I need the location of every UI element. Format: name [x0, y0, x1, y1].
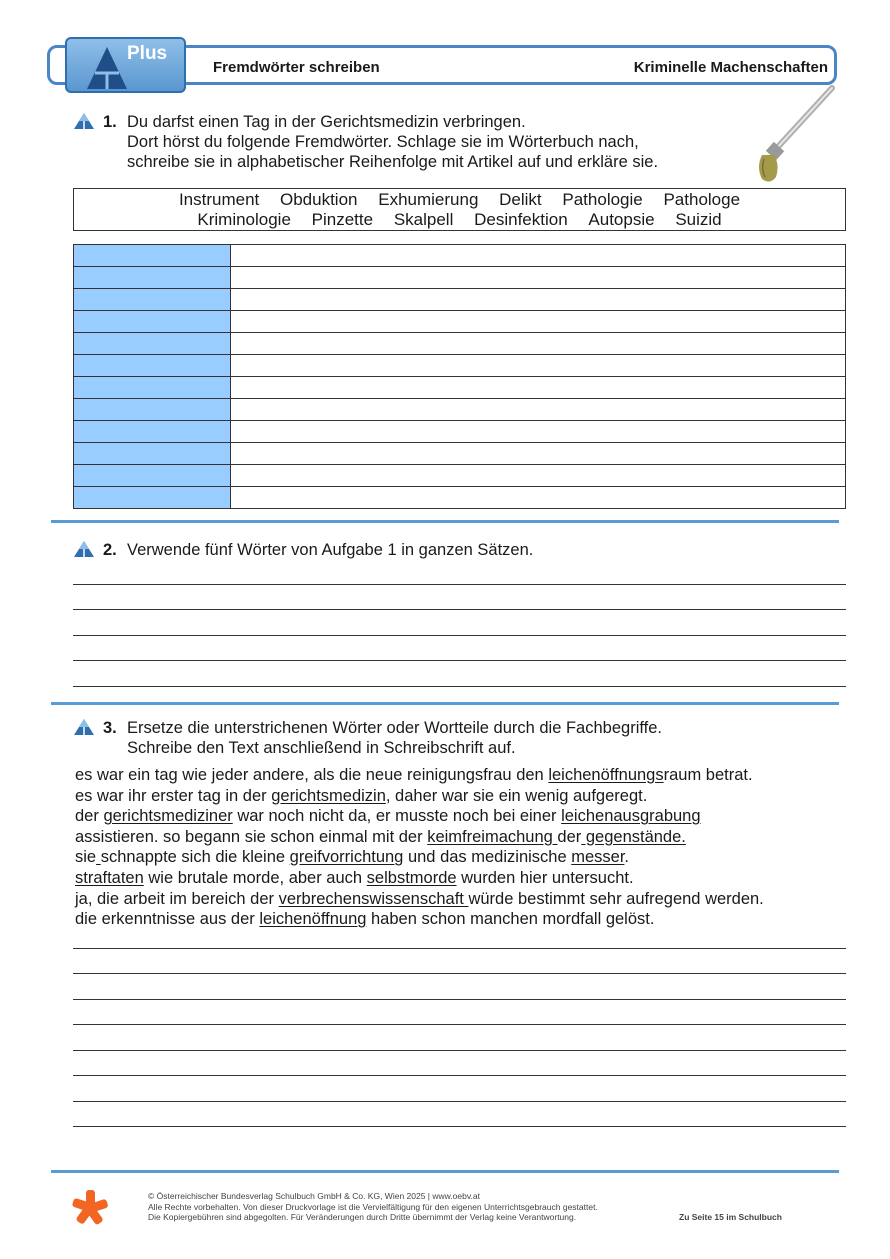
word-cell[interactable] [74, 245, 231, 267]
word-item: Pathologe [663, 190, 741, 209]
dictionary-table [73, 244, 846, 509]
logo-label: Plus [127, 43, 168, 64]
word-row-2 [74, 210, 845, 230]
underlined-term: verbrechenswissenschaft [278, 889, 469, 908]
word-cell[interactable] [74, 333, 231, 355]
word-item: Instrument [178, 190, 260, 209]
schoolbook-reference: Zu Seite 15 im Schulbuch [679, 1212, 782, 1222]
worksheet-title: Fremdwörter schreiben [213, 59, 380, 76]
word-cell[interactable] [74, 289, 231, 311]
writing-line[interactable] [73, 584, 846, 585]
writing-line[interactable] [73, 609, 846, 610]
task-2 [73, 540, 533, 560]
task-number: 3. [103, 719, 117, 737]
task-1-line-1: Du darfst einen Tag in der Gerichtsmedizin verbringen. [127, 113, 526, 131]
table-row [74, 289, 846, 311]
story-text [75, 765, 764, 930]
task-number: 1. [103, 113, 117, 131]
writing-line[interactable] [73, 635, 846, 636]
word-cell[interactable] [74, 487, 231, 509]
table-row [74, 465, 846, 487]
table-row [74, 267, 846, 289]
story-line: ja, die arbeit im bereich der verbrechenswissenschaft würde bestimmt sehr aufregend werden. [75, 889, 764, 908]
task-1 [73, 112, 658, 172]
explanation-cell[interactable] [231, 465, 846, 487]
task-3 [73, 718, 662, 758]
word-cell[interactable] [74, 355, 231, 377]
underlined-term: gerichtsmedizin [271, 786, 386, 805]
word-item: Kriminologie [197, 210, 291, 229]
footer-line-1: © Österreichischer Bundesverlag Schulbuch GmbH & Co. KG, Wien 2025 | www.oebv.at [148, 1191, 480, 1201]
explanation-cell[interactable] [231, 487, 846, 509]
word-box [73, 188, 846, 231]
word-cell[interactable] [74, 377, 231, 399]
section-divider [51, 520, 839, 523]
explanation-cell[interactable] [231, 245, 846, 267]
explanation-cell[interactable] [231, 443, 846, 465]
word-item: Autopsie [588, 210, 655, 229]
writing-line[interactable] [73, 660, 846, 661]
pyramid-level-icon [73, 112, 95, 130]
table-row [74, 355, 846, 377]
writing-line[interactable] [73, 1075, 846, 1076]
writing-line[interactable] [73, 1126, 846, 1127]
underlined-term: gerichtsmediziner [103, 807, 233, 826]
task-number: 2. [103, 541, 117, 559]
task-3-line-2: Schreibe den Text anschließend in Schreibschrift auf. [127, 739, 516, 757]
explanation-cell[interactable] [231, 421, 846, 443]
word-cell[interactable] [74, 465, 231, 487]
explanation-cell[interactable] [231, 399, 846, 421]
footer-copyright [148, 1191, 598, 1223]
underlined-term: straftaten [75, 868, 144, 887]
word-item: Pinzette [311, 210, 374, 229]
word-cell[interactable] [74, 399, 231, 421]
explanation-cell[interactable] [231, 377, 846, 399]
footer-line-3: Die Kopiergebühren sind abgegolten. Für Veränderungen durch Dritte übernimmt der Verlag keine Verantwortung. [148, 1212, 577, 1222]
story-line: es war ihr erster tag in der gerichtsmedizin, daher war sie ein wenig aufgeregt. [75, 786, 648, 805]
underlined-term: greifvorrichtung [289, 848, 404, 867]
explanation-cell[interactable] [231, 333, 846, 355]
writing-line[interactable] [73, 1024, 846, 1025]
table-row [74, 333, 846, 355]
task-1-line-2: Dort hörst du folgende Fremdwörter. Schlage sie im Wörterbuch nach, [127, 133, 639, 151]
word-item: Desinfektion [474, 210, 568, 229]
worksheet-topic: Kriminelle Machenschaften [633, 59, 828, 76]
word-item: Skalpell [393, 210, 454, 229]
writing-line[interactable] [73, 1101, 846, 1102]
plus-logo-icon [65, 37, 186, 93]
word-item: Delikt [499, 190, 542, 209]
story-line: es war ein tag wie jeder andere, als die neue reinigungsfrau den leichenöffnungsraum betrat. [75, 766, 753, 784]
explanation-cell[interactable] [231, 311, 846, 333]
explanation-cell[interactable] [231, 267, 846, 289]
underlined-term: gegenstände. [581, 827, 686, 846]
oebv-star-icon [70, 1188, 110, 1228]
word-cell[interactable] [74, 267, 231, 289]
story-line: assistieren. so begann sie schon einmal mit der keimfreimachung der gegenstände. [75, 827, 686, 846]
story-line: sie schnappte sich die kleine greifvorrichtung und das medizinische messer. [75, 848, 630, 867]
pyramid-level-icon [73, 540, 95, 558]
table-row [74, 487, 846, 509]
underlined-term: leichenausgrabung [561, 807, 701, 826]
table-row [74, 443, 846, 465]
word-cell[interactable] [74, 443, 231, 465]
underlined-term: leichenöffnung [259, 910, 367, 929]
table-row [74, 311, 846, 333]
word-item: Pathologie [562, 190, 643, 209]
story-line: der gerichtsmediziner war noch nicht da, er musste noch bei einer leichenausgrabung [75, 807, 701, 826]
table-row [74, 377, 846, 399]
word-item: Suizid [675, 210, 722, 229]
underlined-term: selbstmorde [366, 868, 457, 887]
writing-line[interactable] [73, 1050, 846, 1051]
pyramid-level-icon [73, 718, 95, 736]
underlined-term: leichenöffnungs [548, 766, 664, 784]
story-line: straftaten wie brutale morde, aber auch selbstmorde wurden hier untersucht. [75, 868, 634, 887]
writing-line[interactable] [73, 686, 846, 687]
explanation-cell[interactable] [231, 289, 846, 311]
underlined-term: messer [571, 848, 625, 867]
task-2-text: Verwende fünf Wörter von Aufgabe 1 in ganzen Sätzen. [127, 541, 534, 559]
footer-divider [51, 1170, 839, 1173]
story-line: die erkenntnisse aus der leichenöffnung haben schon manchen mordfall gelöst. [75, 910, 655, 929]
task-3-line-1: Ersetze die unterstrichenen Wörter oder Wortteile durch die Fachbegriffe. [127, 719, 662, 737]
table-row [74, 245, 846, 267]
word-row-1 [74, 190, 845, 210]
paintbrush-icon [752, 85, 836, 189]
writing-line[interactable] [73, 948, 846, 949]
writing-line[interactable] [73, 999, 846, 1000]
table-row [74, 421, 846, 443]
footer-line-2: Alle Rechte vorbehalten. Von dieser Druckvorlage ist die Vervielfältigung für den eigenen Unterrichtsgebrauch gestattet. [148, 1201, 598, 1212]
word-cell[interactable] [74, 421, 231, 443]
word-item: Obduktion [280, 190, 358, 209]
underlined-term: keimfreimachung [427, 827, 558, 846]
writing-line[interactable] [73, 973, 846, 974]
table-row [74, 399, 846, 421]
word-item: Exhumierung [378, 190, 479, 209]
task-1-line-3: schreibe sie in alphabetischer Reihenfolge mit Artikel auf und erkläre sie. [127, 153, 659, 171]
explanation-cell[interactable] [231, 355, 846, 377]
word-cell[interactable] [74, 311, 231, 333]
section-divider [51, 702, 839, 705]
